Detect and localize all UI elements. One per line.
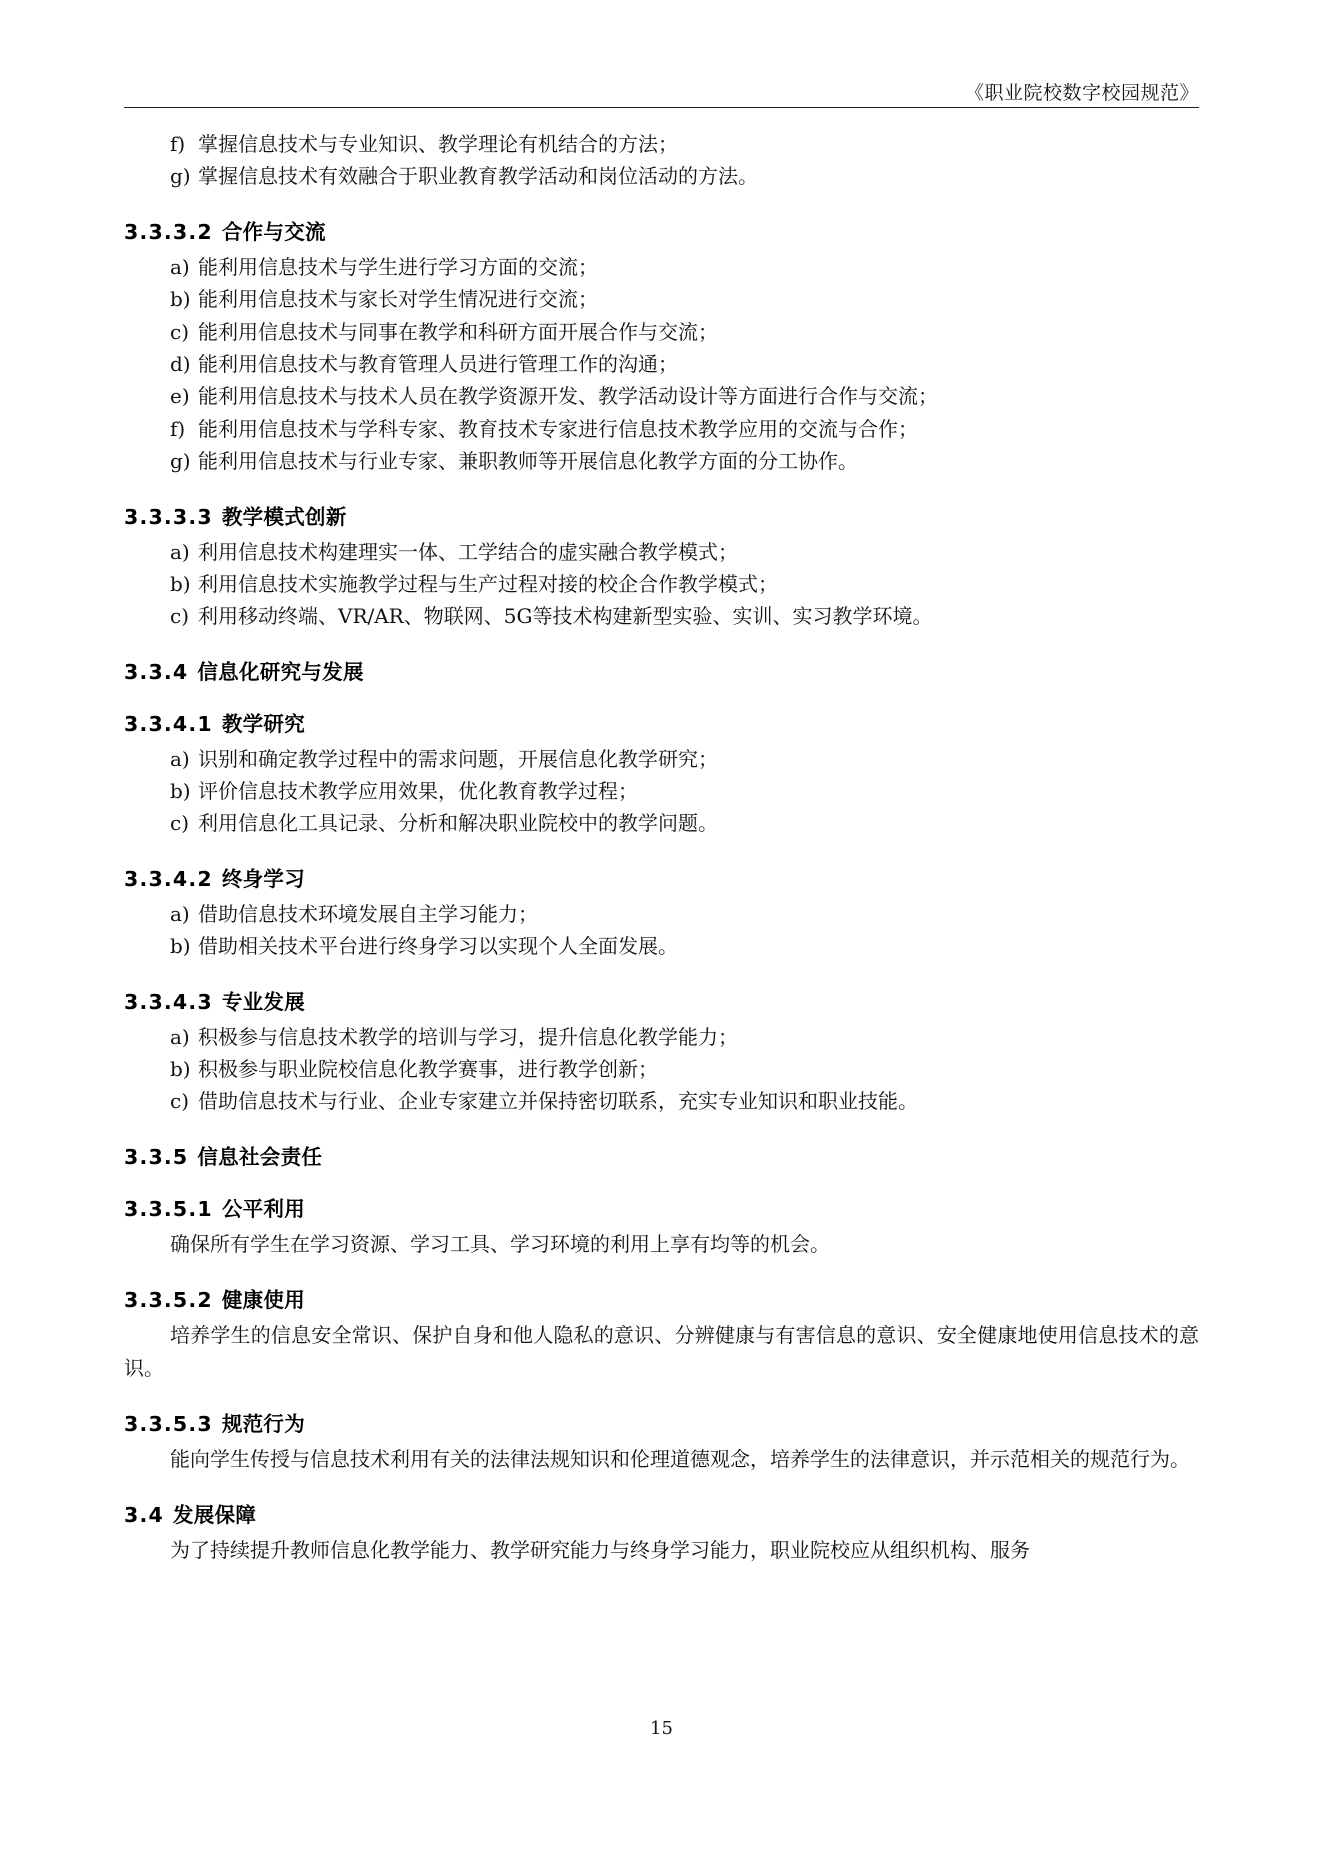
list-item-marker: a) (170, 254, 190, 279)
list-item-marker: e) (170, 384, 190, 409)
header-title: 《职业院校数字校园规范》 (964, 82, 1199, 104)
list-item-marker: d) (170, 351, 191, 376)
list-item-marker: c) (170, 319, 190, 344)
list-item (124, 1053, 1199, 1085)
list-item-marker: b) (170, 571, 191, 596)
section-heading (124, 985, 1199, 1015)
list-item-text: 利用信息技术实施教学过程与生产过程对接的校企合作教学模式； (198, 571, 778, 596)
list-item (124, 743, 1199, 775)
page-header (124, 78, 1199, 105)
list-item (124, 536, 1199, 568)
document-body (124, 128, 1199, 1571)
page-number: 15 (650, 1718, 673, 1739)
list-item (124, 316, 1199, 348)
list-item-marker: c) (170, 811, 190, 836)
list-item-text: 能利用信息技术与学科专家、教育技术专家进行信息技术教学应用的交流与合作； (198, 416, 918, 441)
section-heading (124, 215, 1199, 245)
section-title: 发展保障 (172, 1502, 257, 1527)
list-item (124, 283, 1199, 315)
paragraph: 确保所有学生在学习资源、学习工具、学习环境的利用上享有均等的机会。 (170, 1231, 830, 1256)
section-number: 3.3.5.3 (124, 1411, 213, 1436)
list-item (124, 380, 1199, 412)
section-number: 3.3.5 (124, 1144, 189, 1169)
list-item-marker: c) (170, 604, 190, 629)
ordered-item-list (124, 128, 1199, 193)
section-number: 3.3.4.2 (124, 866, 213, 891)
ordered-item-list (124, 743, 1199, 840)
list-item (124, 898, 1199, 930)
section-heading (124, 500, 1199, 530)
ordered-item-list (124, 536, 1199, 633)
section-number: 3.3.3.3 (124, 504, 213, 529)
section-heading (124, 862, 1199, 892)
list-item-text: 积极参与信息技术教学的培训与学习，提升信息化教学能力； (198, 1024, 738, 1049)
list-item-marker: a) (170, 1024, 190, 1049)
list-item-text: 掌握信息技术与专业知识、教学理论有机结合的方法； (198, 132, 678, 156)
list-item (124, 445, 1199, 477)
section-number: 3.3.5.1 (124, 1196, 213, 1221)
section-heading (124, 707, 1199, 737)
list-item-marker: b) (170, 1057, 191, 1082)
list-item (124, 775, 1199, 807)
section-title: 健康使用 (221, 1287, 306, 1312)
paragraph: 能向学生传授与信息技术利用有关的法律法规知识和伦理道德观念，培养学生的法律意识，并示范相关的规范行为。 (170, 1446, 1190, 1471)
section-title: 合作与交流 (221, 219, 326, 244)
section-number: 3.3.3.2 (124, 219, 213, 244)
list-item-marker: g) (170, 449, 191, 474)
list-item (124, 413, 1199, 445)
list-item (124, 348, 1199, 380)
paragraph: 培养学生的信息安全常识、保护自身和他人隐私的意识、分辨健康与有害信息的意识、安全健康地使用信息技术的意识。 (124, 1322, 1199, 1380)
list-item (124, 1021, 1199, 1053)
ordered-item-list (124, 898, 1199, 963)
list-item-text: 能利用信息技术与学生进行学习方面的交流； (198, 254, 598, 279)
list-item-text: 能利用信息技术与教育管理人员进行管理工作的沟通； (198, 351, 678, 376)
section-number: 3.3.4.1 (124, 711, 213, 736)
list-item-marker: a) (170, 746, 190, 771)
list-item-marker: f) (170, 132, 186, 156)
list-item-text: 借助相关技术平台进行终身学习以实现个人全面发展。 (198, 934, 678, 959)
section-number: 3.4 (124, 1502, 164, 1527)
list-item-text: 识别和确定教学过程中的需求问题，开展信息化教学研究； (198, 746, 718, 771)
section-number: 3.3.4.3 (124, 989, 213, 1014)
list-item-marker: b) (170, 287, 191, 312)
list-item (124, 160, 1199, 192)
section-heading (124, 655, 1199, 685)
list-item (124, 600, 1199, 632)
section-title: 教学研究 (221, 711, 306, 736)
list-item-text: 利用移动终端、VR/AR、物联网、5G等技术构建新型实验、实训、实习教学环境。 (198, 604, 933, 629)
section-number: 3.3.4 (124, 659, 189, 684)
section-heading (124, 1140, 1199, 1170)
list-item-text: 能利用信息技术与家长对学生情况进行交流； (198, 287, 598, 312)
section-title: 教学模式创新 (221, 504, 347, 529)
list-item (124, 807, 1199, 839)
list-item-marker: a) (170, 901, 190, 926)
section-heading (124, 1283, 1199, 1313)
list-item-text: 能利用信息技术与同事在教学和科研方面开展合作与交流； (198, 319, 718, 344)
list-item (124, 568, 1199, 600)
list-item-marker: f) (170, 416, 186, 441)
ordered-item-list (124, 251, 1199, 478)
section-title: 规范行为 (221, 1411, 306, 1436)
list-item-text: 评价信息技术教学应用效果，优化教育教学过程； (198, 779, 638, 804)
section-heading (124, 1498, 1199, 1528)
list-item-marker: a) (170, 539, 190, 564)
section-heading (124, 1192, 1199, 1222)
section-title: 信息化研究与发展 (197, 659, 364, 684)
section-title: 公平利用 (221, 1196, 306, 1221)
list-item-marker: g) (170, 164, 191, 189)
list-item-marker: b) (170, 934, 191, 959)
list-item-text: 利用信息化工具记录、分析和解决职业院校中的教学问题。 (198, 811, 718, 836)
paragraph: 为了持续提升教师信息化教学能力、教学研究能力与终身学习能力，职业院校应从组织机构、服务 (170, 1537, 1030, 1562)
list-item-marker: c) (170, 1089, 190, 1114)
list-item (124, 1085, 1199, 1117)
list-item-text: 能利用信息技术与行业专家、兼职教师等开展信息化教学方面的分工协作。 (198, 449, 858, 474)
list-item (124, 251, 1199, 283)
section-number: 3.3.5.2 (124, 1287, 213, 1312)
section-title: 专业发展 (221, 989, 306, 1014)
list-item-text: 利用信息技术构建理实一体、工学结合的虚实融合教学模式； (198, 539, 738, 564)
section-heading (124, 1407, 1199, 1437)
list-item-text: 借助信息技术与行业、企业专家建立并保持密切联系，充实专业知识和职业技能。 (198, 1089, 918, 1114)
list-item-text: 积极参与职业院校信息化教学赛事，进行教学创新； (198, 1057, 658, 1082)
header-divider (124, 107, 1199, 108)
list-item-text: 借助信息技术环境发展自主学习能力； (198, 901, 538, 926)
list-item-text: 能利用信息技术与技术人员在教学资源开发、教学活动设计等方面进行合作与交流； (198, 384, 938, 409)
list-item (124, 128, 1199, 160)
section-title: 终身学习 (221, 866, 306, 891)
list-item-marker: b) (170, 779, 191, 804)
list-item-text: 掌握信息技术有效融合于职业教育教学活动和岗位活动的方法。 (198, 164, 758, 189)
list-item (124, 930, 1199, 962)
section-title: 信息社会责任 (197, 1144, 323, 1169)
ordered-item-list (124, 1021, 1199, 1118)
